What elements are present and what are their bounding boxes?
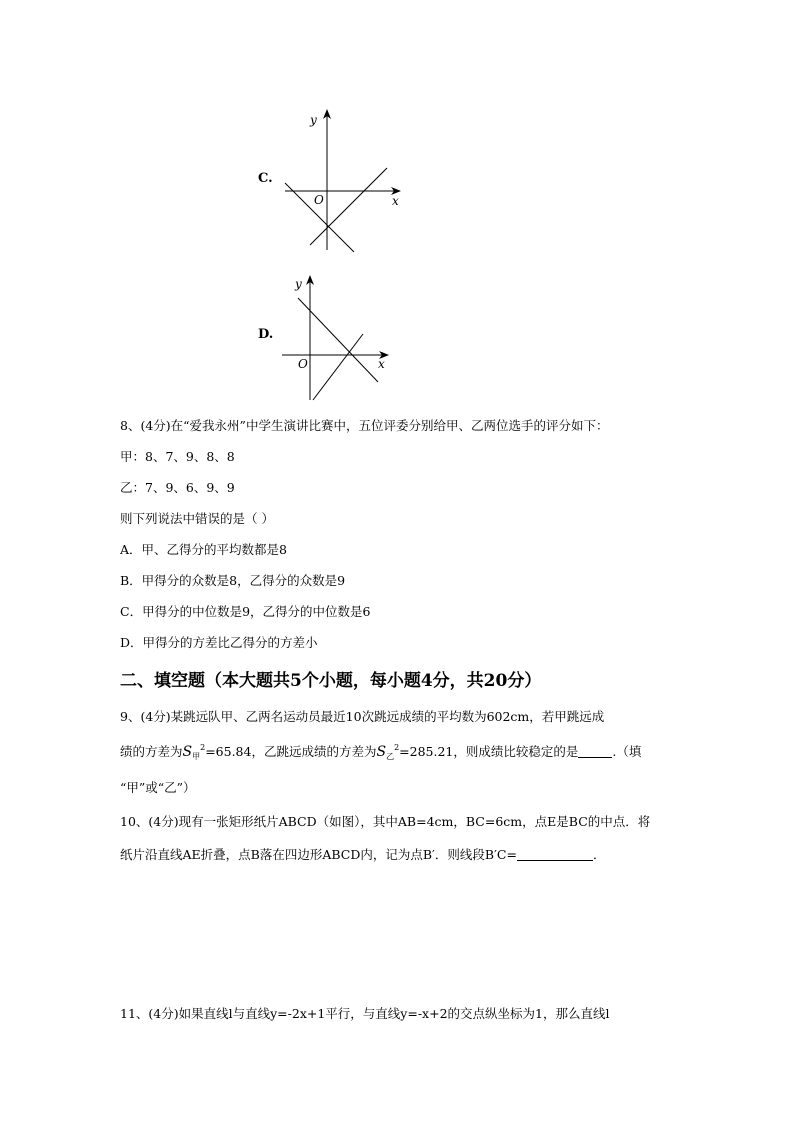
line-increasing — [313, 334, 363, 400]
q9-text-b: =65.84，乙跳远成绩的方差为 — [205, 744, 377, 759]
q10-text-b: ． — [592, 847, 606, 862]
q8-choice-c: C．甲得分的中位数是9，乙得分的中位数是6 — [120, 604, 371, 619]
subscript-jia: 甲 — [192, 752, 201, 761]
x-axis-label: x — [392, 194, 399, 208]
superscript-2: 2 — [394, 743, 400, 752]
q8-yi-scores: 乙：7、9、6、9、9 — [120, 480, 235, 495]
section-heading: 二、填空题（本大题共5个小题，每小题4分，共20分） — [120, 671, 542, 691]
q8-choice-a: A．甲、乙得分的平均数都是8 — [120, 542, 287, 557]
q10-line2 — [120, 845, 605, 863]
q10-line1: 10、(4分)现有一张矩形纸片ABCD（如图），其中AB=4cm，BC=6cm，点E是BC的中点．将 — [120, 814, 651, 829]
q10-text-a: 纸片沿直线AE折叠，点B落在四边形ABCD内，记为点B′．则线段B′C= — [120, 847, 517, 862]
option-d-graph — [278, 270, 398, 410]
q8-ask: 则下列说法中错误的是（ ） — [120, 511, 274, 526]
q9-text-d: .（填 — [612, 744, 642, 759]
option-d-label: D. — [258, 327, 274, 342]
q9-text-a: 绩的方差为 — [120, 744, 183, 759]
answer-blank[interactable] — [578, 745, 612, 758]
q9-text-c: =285.21，则成绩比较稳定的是 — [399, 744, 579, 759]
option-c-graph — [280, 105, 410, 255]
x-axis-label: x — [378, 357, 385, 371]
y-axis-label: y — [295, 277, 302, 291]
origin-label: O — [298, 357, 308, 371]
q8-choice-b: B．甲得分的众数是8，乙得分的众数是9 — [120, 573, 346, 588]
q8-stem: 8、(4分)在“爱我永州”中学生演讲比赛中，五位评委分别给甲、乙两位选手的评分如下： — [120, 418, 609, 433]
q9-line2 — [120, 742, 641, 762]
variance-symbol-jia: S — [182, 744, 193, 760]
superscript-2: 2 — [200, 743, 206, 752]
option-c-label: C. — [258, 171, 273, 186]
origin-label: O — [314, 193, 324, 207]
q8-jia-scores: 甲：8、7、9、8、8 — [120, 449, 235, 464]
q11-line1: 11、(4分)如果直线l与直线y=-2x+1平行，与直线y=-x+2的交点纵坐标为1，那么直线l — [120, 1006, 610, 1021]
y-axis-label: y — [310, 113, 317, 127]
variance-symbol-yi: S — [376, 744, 387, 760]
subscript-yi: 乙 — [386, 752, 395, 761]
answer-blank[interactable] — [517, 848, 593, 861]
q9-line3: “甲”或“乙”） — [120, 780, 196, 795]
q8-choice-d: D．甲得分的方差比乙得分的方差小 — [120, 635, 318, 650]
q9-line1: 9、(4分)某跳远队甲、乙两名运动员最近10次跳远成绩的平均数为602cm，若甲跳远成 — [120, 709, 605, 724]
